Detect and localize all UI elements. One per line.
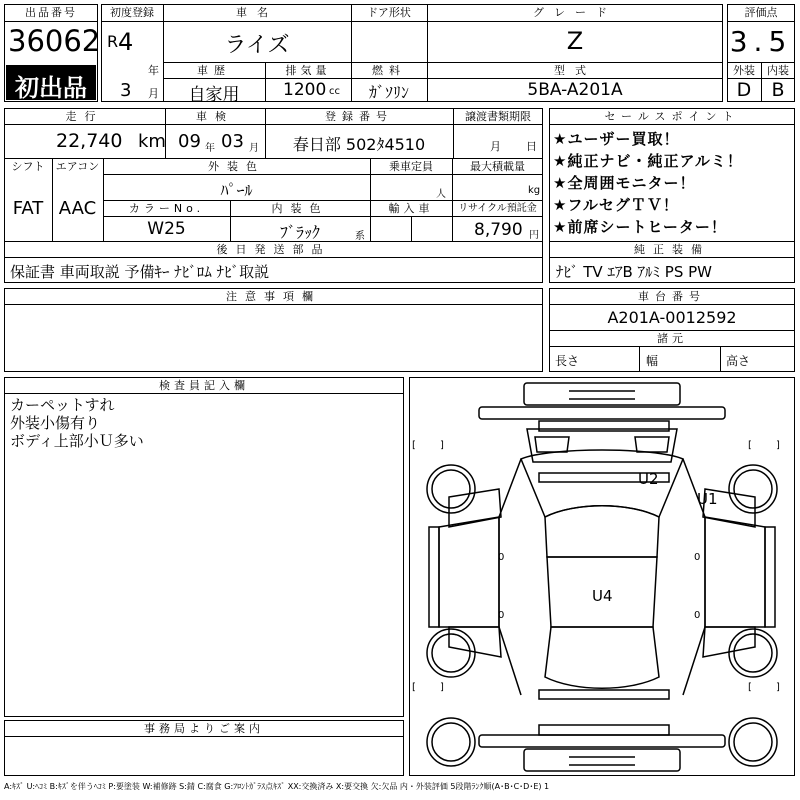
bracket-open: [ (748, 682, 752, 693)
grade-value: Z (566, 27, 584, 55)
car-name-label: 車名 (236, 6, 278, 19)
sales-point: ★前席シートヒーター！ (553, 218, 727, 236)
bracket-close: ] (440, 440, 444, 451)
inspector-label: 検査員記入欄 (159, 379, 249, 392)
sales-label: セールスポイント (604, 110, 740, 123)
displacement-unit: cc (329, 86, 340, 97)
remark-line: 外装小傷有り (10, 414, 101, 432)
fuel-label: 燃料 (372, 64, 406, 77)
inspection-month-unit: 月 (249, 143, 259, 154)
equipment-value: ﾅﾋﾞ TV ｴｱB ｱﾙﾐ PS PW (556, 263, 712, 281)
shift-label: シフト (11, 160, 45, 173)
transfer-label: 譲渡書類期限 (465, 110, 531, 123)
capacity-unit: 人 (436, 189, 446, 200)
inspector-remarks (10, 396, 390, 450)
specs-label: 諸元 (657, 332, 687, 345)
history-value: 自家用 (188, 85, 240, 105)
zero-mark: 0 (694, 552, 701, 563)
length-label: 長さ (555, 354, 580, 368)
inspection-year: 09 (178, 131, 201, 152)
sales-points-list (553, 128, 793, 238)
sales-point: ★ユーザー買取！ (553, 130, 680, 148)
era-letter: R (107, 32, 119, 51)
import-label: 輸入車 (388, 202, 434, 215)
fuel-value: ｶﾞｿﾘﾝ (368, 83, 409, 102)
sales-point: ★フルセグＴＶ！ (553, 196, 679, 214)
history-label: 車歴 (197, 64, 231, 77)
reg-number-value: 春日部 502ﾀ4510 (292, 135, 426, 154)
door-label: ドア形状 (367, 6, 411, 19)
inspection-year-unit: 年 (205, 143, 215, 154)
chassis-value: A201A-0012592 (607, 308, 737, 327)
sales-point: ★全周囲モニター！ (553, 174, 696, 192)
ext-color-label: 外装色 (208, 160, 265, 173)
capacity-label: 乗車定員 (389, 160, 433, 173)
score-label: 評価点 (744, 6, 778, 19)
color-no-label: カラーNo. (128, 202, 205, 215)
bracket-open: [ (412, 440, 416, 451)
int-color-label: 内装色 (271, 202, 329, 215)
bracket-close: ] (776, 682, 780, 693)
first-reg-label: 初度登録 (110, 6, 154, 19)
height-label: 高さ (726, 354, 751, 368)
displacement-label: 排気量 (285, 64, 331, 77)
ac-label: エアコン (55, 160, 100, 173)
width-label: 幅 (646, 354, 659, 368)
remark-line: ボディ上部小Ｕ多い (10, 432, 144, 450)
damage-mark: U1 (697, 490, 718, 508)
interior-label: 内装 (767, 64, 789, 77)
model-label: 型式 (554, 64, 596, 77)
car-name-value: ライズ (224, 33, 290, 58)
office-label: 事務局よりご案内 (144, 722, 264, 735)
remark-line: カーペットすれ (10, 396, 115, 414)
ac-value: AAC (58, 198, 97, 219)
month-unit: 月 (148, 87, 159, 100)
first-listing-text: 初出品 (15, 74, 87, 102)
load-label: 最大積載量 (470, 160, 525, 173)
color-no-value: W25 (147, 219, 186, 239)
notes-label: 注意事項欄 (226, 290, 321, 303)
reg-number-label: 登録番号 (325, 110, 393, 123)
zero-mark: 0 (694, 610, 701, 621)
ext-color-value: ﾊﾟｰﾙ (220, 181, 253, 200)
lot-label: 出品番号 (25, 6, 77, 19)
zero-mark: 0 (498, 610, 505, 621)
zero-mark: 0 (498, 552, 505, 563)
damage-mark: U2 (638, 470, 659, 488)
month-value: 3 (120, 80, 132, 101)
damage-legend: A:ｷｽﾞ U:ﾍｺﾐ B:ｷｽﾞを伴うﾍｺﾐ P:要塗装 W:補修跡 S:錆 C:腐食 G:ﾌﾛﾝﾄｶﾞﾗｽ点ｷｽﾞ XX:交換済み X:要交換 欠:欠品 内・外装評価 5段階ﾗﾝｸ順(A･B･C･D･E) 1 (4, 782, 550, 791)
recycle-value: 8,790 (474, 220, 523, 240)
mileage-label: 走行 (65, 110, 104, 123)
transfer-day-unit: 日 (526, 140, 537, 153)
later-items-value: 保証書 車両取説 予備ｷｰ ﾅﾋﾞﾛﾑ ﾅﾋﾞ取説 (10, 263, 270, 281)
int-color-unit: 系 (355, 231, 365, 242)
mileage-unit: km (138, 131, 166, 152)
car-damage-diagram (409, 377, 795, 776)
inspection-label: 車検 (196, 110, 234, 123)
interior-grade: B (771, 79, 785, 101)
shift-value: FAT (12, 198, 44, 219)
year-value: 4 (118, 28, 134, 56)
inspection-month: 03 (221, 131, 244, 152)
displacement-value: 1200 (283, 80, 327, 100)
bracket-open: [ (748, 440, 752, 451)
exterior-grade: D (736, 79, 752, 101)
exterior-label: 外装 (733, 64, 755, 77)
transfer-month-unit: 月 (490, 140, 501, 153)
damage-mark: U4 (592, 587, 613, 605)
bracket-close: ] (440, 682, 444, 693)
score-value: 3.5 (729, 25, 793, 58)
equipment-label: 純正装備 (634, 243, 710, 256)
chassis-label: 車台番号 (638, 290, 706, 303)
year-unit: 年 (148, 64, 159, 77)
load-unit: kg (528, 185, 541, 196)
sales-point: ★純正ナビ・純正アルミ！ (553, 152, 743, 170)
int-color-value: ﾌﾞﾗｯｸ (279, 223, 320, 242)
bracket-close: ] (776, 440, 780, 451)
grade-label: グレード (533, 6, 617, 19)
recycle-unit: 円 (529, 230, 539, 241)
recycle-label: リサイクル預託金 (458, 203, 537, 214)
lot-number: 36062 (8, 24, 101, 58)
mileage-value: 22,740 (56, 130, 123, 152)
bracket-open: [ (412, 682, 416, 693)
later-items-label: 後日発送部品 (216, 243, 331, 256)
model-value: 5BA-A201A (527, 80, 623, 100)
